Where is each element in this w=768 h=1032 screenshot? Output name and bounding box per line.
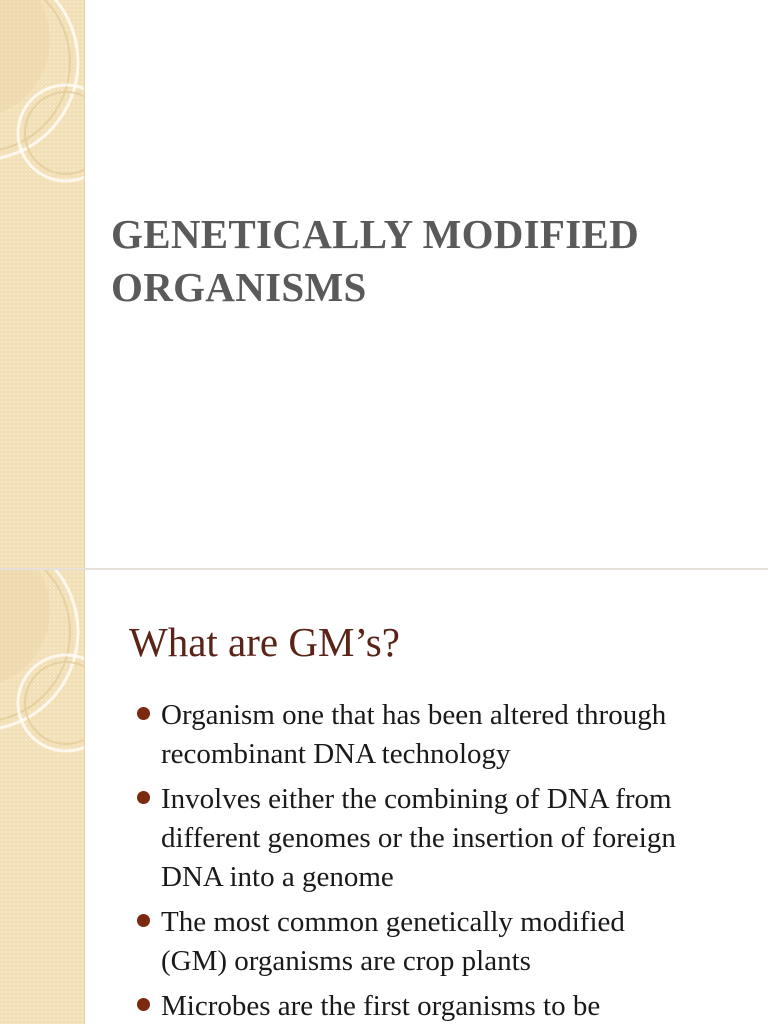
title-line-2: ORGANISMS	[111, 264, 367, 310]
bullet-line: different genomes or the insertion of foreign	[161, 822, 676, 854]
bullet-line: Microbes are the first organisms to be	[161, 990, 601, 1022]
bullet-dot-icon	[137, 914, 150, 927]
bullet-dot-icon	[137, 791, 150, 804]
bullet-dot-icon	[137, 998, 150, 1011]
bullet-line: (GM) organisms are crop plants	[161, 945, 531, 977]
bullet-item	[136, 903, 756, 981]
bullet-line: Organism one that has been altered through	[161, 699, 667, 731]
decorative-circles	[0, 570, 84, 1024]
bullet-line: recombinant DNA technology	[161, 738, 511, 770]
bullet-list	[136, 696, 756, 1032]
decorative-side-band	[0, 0, 85, 568]
bullet-line: DNA into a genome	[161, 861, 394, 893]
slide-heading: What are GM’s?	[129, 619, 400, 665]
decorative-circles	[0, 0, 84, 568]
bullet-item	[136, 696, 756, 774]
decorative-side-band	[0, 570, 85, 1024]
bullet-line: Involves either the combining of DNA from	[161, 783, 672, 815]
bullet-item	[136, 780, 756, 897]
bullet-item	[136, 987, 756, 1026]
bullet-dot-icon	[137, 707, 150, 720]
bullet-line: The most common genetically modified	[161, 906, 625, 938]
title-line-1: GENETICALLY MODIFIED	[111, 211, 640, 257]
slide-title-text	[111, 208, 731, 314]
